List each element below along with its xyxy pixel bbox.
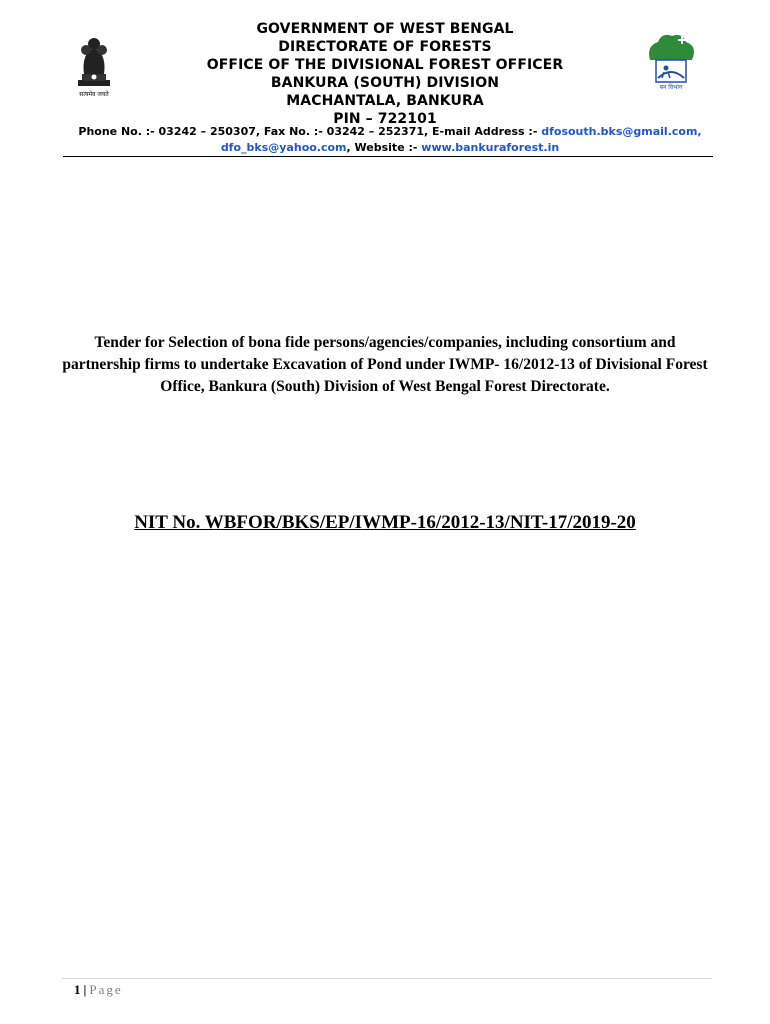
website-link[interactable]: www.bankuraforest.in: [421, 141, 560, 154]
national-emblem-icon: [68, 30, 120, 100]
footer-divider: [62, 978, 712, 979]
email-link-gmail[interactable]: dfosouth.bks@gmail.com,: [541, 125, 702, 138]
page-label: Page: [89, 982, 123, 997]
page-number: 1: [74, 982, 81, 997]
letterhead-address: MACHANTALA, BANKURA: [286, 93, 484, 109]
website-label: , Website :-: [346, 141, 422, 154]
page-footer: [74, 982, 123, 998]
letterhead-division: BANKURA (SOUTH) DIVISION: [270, 75, 500, 91]
contact-line-1: [40, 124, 740, 140]
letterhead-government: GOVERNMENT OF WEST BENGAL: [256, 21, 514, 37]
letterhead-office: OFFICE OF THE DIVISIONAL FOREST OFFICER: [206, 57, 564, 73]
email-link-yahoo[interactable]: dfo_bks@yahoo.com: [220, 141, 347, 154]
header-divider: [63, 156, 713, 157]
emblem-caption: सत्यमेव जयते: [79, 91, 109, 98]
logo-caption: बन विभाग: [659, 84, 683, 91]
contact-phone-fax: Phone No. :- 03242 – 250307, Fax No. :- 03242 – 252371, E-mail Address :-: [78, 125, 542, 138]
letterhead-directorate: DIRECTORATE OF FORESTS: [278, 39, 492, 55]
contact-line-2: [40, 140, 740, 156]
nit-number: NIT No. WBFOR/BKS/EP/IWMP-16/2012-13/NIT-17/2019-20: [134, 512, 636, 533]
footer-separator: |: [83, 982, 87, 997]
letterhead-pin: PIN – 722101: [333, 111, 437, 127]
tender-title: Tender for Selection of bona fide persons/agencies/companies, including consortium and partnership firms to undertake Excavation of Pond under IWMP- 16/2012-13 of Divisional Forest Office, Bankura (South) Division of West Bengal Forest Directorate.: [62, 334, 708, 395]
